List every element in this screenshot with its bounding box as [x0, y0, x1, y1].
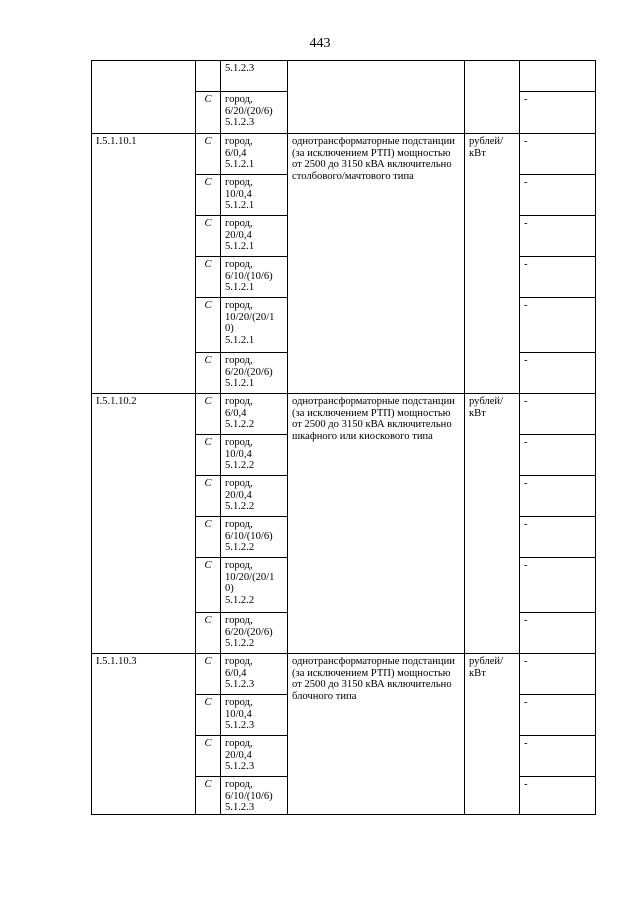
value-cell — [520, 216, 596, 257]
description-cell — [288, 61, 465, 134]
location-cell — [221, 175, 288, 216]
location-line: 10/0,4 — [225, 708, 252, 720]
unit-text: рублей/ кВт — [469, 656, 504, 679]
value-text: - — [524, 437, 528, 448]
location-line: 6/0,4 — [225, 667, 247, 679]
value-text: - — [524, 177, 528, 188]
category-cell — [196, 435, 221, 476]
location-line: 5.1.2.1 — [225, 200, 255, 212]
location-cell — [221, 353, 288, 394]
code-cell — [92, 134, 196, 394]
value-cell — [520, 394, 596, 435]
value-cell — [520, 736, 596, 777]
value-cell — [520, 654, 596, 695]
location-cell — [221, 257, 288, 298]
value-cell — [520, 517, 596, 558]
location-cell — [221, 134, 288, 175]
location-line: 0) — [225, 583, 234, 595]
location-line: город, — [225, 259, 253, 270]
location-cell — [221, 613, 288, 654]
table-row — [92, 654, 596, 695]
location-line: 10/0,4 — [225, 188, 252, 200]
location-line: город, — [225, 779, 253, 790]
unit-text: рублей/ кВт — [469, 136, 504, 159]
category-cell — [196, 517, 221, 558]
category-cell — [196, 92, 221, 134]
location-line: 5.1.2.2 — [225, 638, 255, 650]
location-line: 5.1.2.3 — [225, 117, 255, 129]
item-code: I.5.1.10.1 — [96, 136, 137, 147]
location-line: 6/10/(10/6) — [225, 270, 273, 282]
location-line: 5.1.2.3 — [225, 720, 255, 732]
location-line: 5.1.2.3 — [225, 63, 255, 74]
value-cell — [520, 61, 596, 92]
location-line: 0) — [225, 323, 234, 335]
location-line: 5.1.2.2 — [225, 594, 255, 606]
category-mark: С — [204, 615, 212, 626]
location-line: город, — [225, 94, 253, 105]
location-line: 5.1.2.1 — [225, 378, 255, 390]
value-text: - — [524, 478, 528, 489]
category-mark: С — [204, 94, 212, 105]
location-cell — [221, 517, 288, 558]
category-mark: С — [204, 738, 212, 749]
item-code: I.5.1.10.3 — [96, 656, 137, 667]
value-cell — [520, 353, 596, 394]
location-line: 6/0,4 — [225, 147, 247, 159]
item-description: однотрансформаторные подстанции (за исключением РТП) мощностью от 2500 до 3150 кВА включительно блочного типа — [292, 656, 455, 702]
location-line: город, — [225, 615, 253, 626]
location-line: 20/0,4 — [225, 489, 252, 501]
location-cell — [221, 92, 288, 134]
category-mark: С — [204, 177, 212, 188]
value-text: - — [524, 779, 528, 790]
value-text: - — [524, 94, 528, 105]
value-text: - — [524, 519, 528, 530]
item-code: I.5.1.10.2 — [96, 396, 137, 407]
category-cell — [196, 353, 221, 394]
location-line: 5.1.2.3 — [225, 802, 255, 814]
value-cell — [520, 695, 596, 736]
location-line: 5.1.2.1 — [225, 282, 255, 294]
category-mark: С — [204, 259, 212, 270]
location-cell — [221, 558, 288, 613]
location-line: 10/0,4 — [225, 448, 252, 460]
category-mark: С — [204, 519, 212, 530]
location-line: 6/20/(20/6) — [225, 105, 273, 117]
location-line: 6/20/(20/6) — [225, 626, 273, 638]
table-row — [92, 394, 596, 435]
value-cell — [520, 298, 596, 353]
category-mark: С — [204, 136, 212, 147]
value-cell — [520, 558, 596, 613]
location-line: 6/10/(10/6) — [225, 530, 273, 542]
page-number: 443 — [309, 36, 331, 51]
value-cell — [520, 476, 596, 517]
category-cell — [196, 476, 221, 517]
location-line: 5.1.2.2 — [225, 542, 255, 554]
location-line: город, — [225, 437, 253, 448]
location-line: город, — [225, 396, 253, 407]
value-text: - — [524, 136, 528, 147]
location-line: город, — [225, 300, 253, 311]
category-cell — [196, 558, 221, 613]
location-line: 5.1.2.2 — [225, 460, 255, 472]
category-mark: С — [204, 560, 212, 571]
location-line: 6/0,4 — [225, 407, 247, 419]
value-cell — [520, 92, 596, 134]
table-row — [92, 61, 596, 92]
location-line: 5.1.2.2 — [225, 501, 255, 513]
code-cell — [92, 394, 196, 654]
category-mark: С — [204, 396, 212, 407]
value-cell — [520, 257, 596, 298]
value-text: - — [524, 355, 528, 366]
location-cell — [221, 435, 288, 476]
location-cell — [221, 654, 288, 695]
location-line: город, — [225, 656, 253, 667]
value-text: - — [524, 738, 528, 749]
description-cell — [288, 654, 465, 815]
value-text: - — [524, 656, 528, 667]
location-line: 5.1.2.3 — [225, 679, 255, 691]
location-cell — [221, 298, 288, 353]
category-mark: С — [204, 300, 212, 311]
location-line: 5.1.2.3 — [225, 761, 255, 773]
location-line: город, — [225, 738, 253, 749]
location-cell — [221, 394, 288, 435]
location-line: 20/0,4 — [225, 749, 252, 761]
unit-cell — [465, 394, 520, 654]
category-cell — [196, 216, 221, 257]
value-text: - — [524, 218, 528, 229]
location-line: 10/20/(20/1 — [225, 311, 275, 323]
location-line: город, — [225, 136, 253, 147]
location-cell — [221, 736, 288, 777]
location-line: 5.1.2.2 — [225, 419, 255, 431]
item-description: однотрансформаторные подстанции (за исключением РТП) мощностью от 2500 до 3150 кВА включительно столбового/мачтового типа — [292, 136, 455, 182]
description-cell — [288, 134, 465, 394]
unit-cell — [465, 61, 520, 134]
category-mark: С — [204, 656, 212, 667]
category-mark: С — [204, 355, 212, 366]
location-cell — [221, 61, 288, 92]
category-cell — [196, 695, 221, 736]
category-cell — [196, 61, 221, 92]
code-cell — [92, 61, 196, 134]
location-line: город, — [225, 218, 253, 229]
location-line: 6/10/(10/6) — [225, 790, 273, 802]
location-line: город, — [225, 355, 253, 366]
location-line: 5.1.2.1 — [225, 334, 255, 346]
location-line: 5.1.2.1 — [225, 159, 255, 171]
location-line: город, — [225, 478, 253, 489]
location-line: 10/20/(20/1 — [225, 571, 275, 583]
category-mark: С — [204, 697, 212, 708]
category-cell — [196, 777, 221, 815]
value-cell — [520, 435, 596, 476]
category-mark: С — [204, 779, 212, 790]
location-line: город, — [225, 697, 253, 708]
value-cell — [520, 175, 596, 216]
category-cell — [196, 175, 221, 216]
table-body — [92, 61, 596, 815]
category-cell — [196, 613, 221, 654]
value-cell — [520, 134, 596, 175]
value-cell — [520, 777, 596, 815]
item-description: однотрансформаторные подстанции (за исключением РТП) мощностью от 2500 до 3150 кВА включительно шкафного или киоскового типа — [292, 396, 455, 442]
location-line: город, — [225, 560, 253, 571]
category-cell — [196, 654, 221, 695]
value-text: - — [524, 697, 528, 708]
unit-cell — [465, 134, 520, 394]
value-text: - — [524, 615, 528, 626]
category-cell — [196, 257, 221, 298]
description-cell — [288, 394, 465, 654]
value-text: - — [524, 560, 528, 571]
location-cell — [221, 695, 288, 736]
category-cell — [196, 736, 221, 777]
tariff-table — [91, 60, 596, 815]
location-line: 5.1.2.1 — [225, 241, 255, 253]
location-cell — [221, 777, 288, 815]
location-cell — [221, 216, 288, 257]
category-mark: С — [204, 437, 212, 448]
table-row — [92, 134, 596, 175]
location-line: город, — [225, 177, 253, 188]
code-cell — [92, 654, 196, 815]
location-line: город, — [225, 519, 253, 530]
category-cell — [196, 394, 221, 435]
location-line: 6/20/(20/6) — [225, 366, 273, 378]
category-cell — [196, 298, 221, 353]
unit-cell — [465, 654, 520, 815]
location-cell — [221, 476, 288, 517]
value-text: - — [524, 300, 528, 311]
location-line: 20/0,4 — [225, 229, 252, 241]
unit-text: рублей/ кВт — [469, 396, 504, 419]
value-text: - — [524, 259, 528, 270]
value-text: - — [524, 396, 528, 407]
category-mark: С — [204, 478, 212, 489]
category-mark: С — [204, 218, 212, 229]
category-cell — [196, 134, 221, 175]
value-cell — [520, 613, 596, 654]
